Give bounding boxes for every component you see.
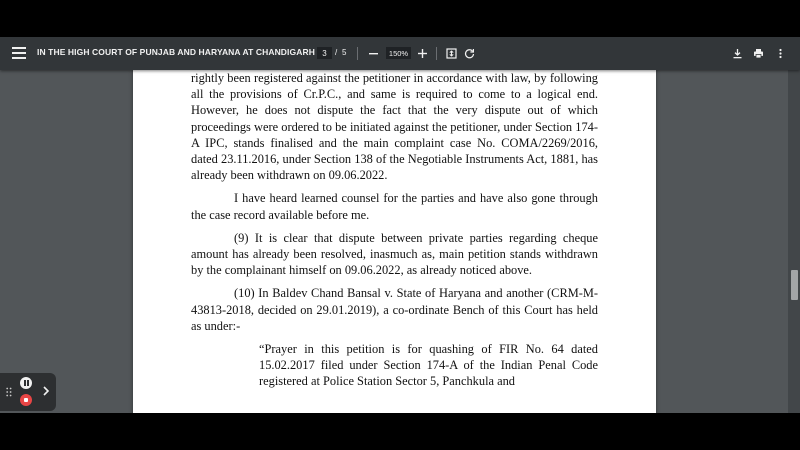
pdf-viewer [0,37,800,413]
paragraph-heard-counsel: I have heard learned counsel for the parties and have also gone through the case record available before me. [191,191,598,222]
download-button[interactable] [729,45,745,61]
menu-button[interactable] [10,45,28,61]
document-text [191,70,598,390]
vertical-scrollbar[interactable] [788,70,800,413]
pdf-page [133,57,656,413]
fit-page-icon [446,48,457,59]
scroll-thumb[interactable] [791,270,798,300]
download-icon [732,48,743,59]
print-button[interactable] [750,45,766,61]
stop-icon[interactable] [20,394,32,406]
plus-icon [417,48,428,59]
toolbar-divider [357,47,358,60]
rotate-button[interactable] [461,45,477,61]
zoom-in-button[interactable] [414,45,430,61]
page-total: 5 [342,48,347,57]
block-quote: “Prayer in this petition is for quashing of FIR No. 64 dated 15.02.2017 filed under Section 174-A of the Indian Penal Code registered at Police Station Sector 5, Panchkula and [259,342,598,389]
more-vert-icon [775,48,786,59]
minus-icon [368,48,379,59]
print-icon [753,48,764,59]
rotate-icon [464,48,475,59]
chevron-right-icon[interactable] [40,384,52,398]
fit-page-button[interactable] [443,45,459,61]
toolbar-divider [436,47,437,60]
document-title: IN THE HIGH COURT OF PUNJAB AND HARYANA AT CHANDIGARH [37,47,315,57]
pause-icon[interactable] [20,377,32,389]
paragraph-9: (9) It is clear that dispute between private parties regarding cheque amount has already been resolved, inasmuch as, main petition stands withdrawn by the complainant himself on 09.06.2022, as already noticed above. [191,230,598,278]
recording-widget [0,373,56,411]
menu-icon [12,47,26,59]
page-separator: / [335,48,338,57]
paragraph-10: (10) In Baldev Chand Bansal v. State of Haryana and another (CRM-M-43813-2018, decided on 29.01.2019), a co-ordinate Bench of this Court has held as under:- [191,286,598,333]
zoom-input[interactable] [386,47,411,59]
paragraph-continued: rightly been registered against the petitioner in accordance with law, by following all the provisions of Cr.P.C., and same is required to come to a logical end. However, he does not dispute the fact that the very dispute out of which proceedings were ordered to be initiated against the petitioner, under Section 174-A IPC, stands finalised and the main complaint case No. COMA/2269/2016, dated 23.11.2016, under Section 138 of the Negotiable Instruments Act, 1881, has already been withdrawn on 09.06.2022. [191,71,598,183]
pdf-toolbar [0,37,800,70]
zoom-out-button[interactable] [365,45,381,61]
page-number-input[interactable] [317,47,332,59]
more-button[interactable] [772,45,788,61]
drag-handle-icon[interactable] [6,387,12,397]
